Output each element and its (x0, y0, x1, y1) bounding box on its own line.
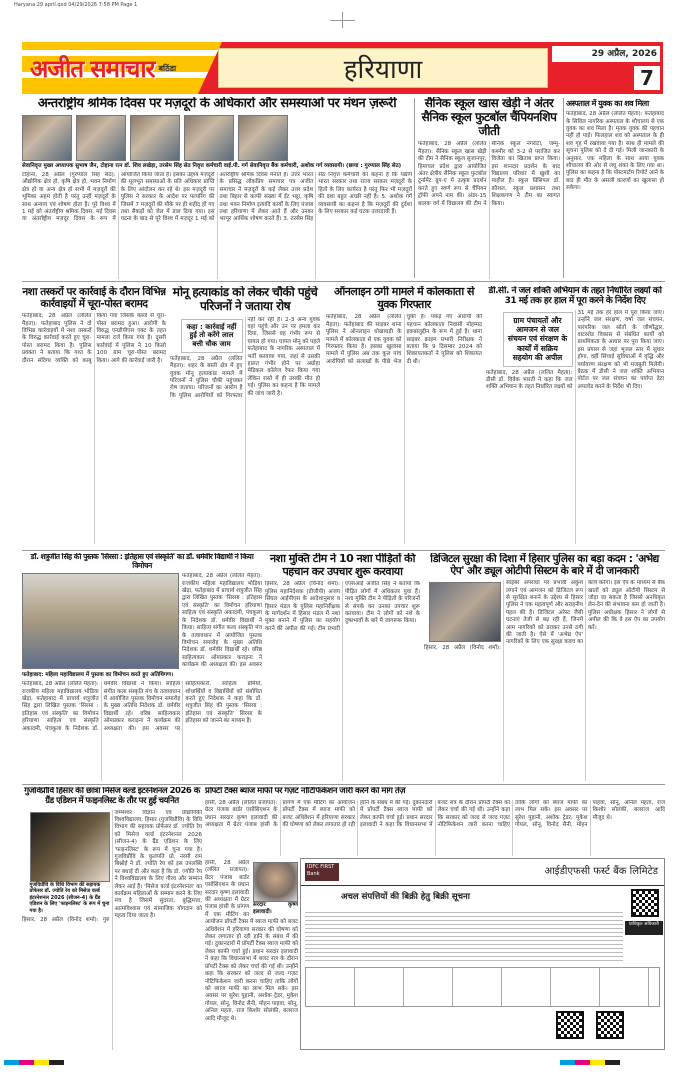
article-body: हिसार, 28 अप्रैल (विनोद शर्मा): साइबर अपराधों पर प्रभावी अंकुश लगाने एवं आमजन को डिजिटल रूप से सुरक्षित बनाने के उद्देश्य से हिसार पुलिस ने एक महत्वपूर्ण और सराहनीय पहल की है। डिजिटल अरेस्ट जैसी घटनाएं तेजी से बढ़ रही हैं, जिनमें आम नागरिकों को डराकर उनसे ठगी की जाती है। ऐसे में 'अभेद्य ऐप' नागरिकों के लिए एक सुरक्षा कवच का कार्य करेगा। इस ऐप के माध्यम से बैंक खातों को ड्यूल ओटीपी सिस्टम से जोड़ा जा सकता है जिससे अनधिकृत लेन-देन की संभावना कम हो जाती है। पुलिस अधीक्षक हिसार ने लोगों से अपील की कि वे इस ऐप का उपयोग करें। (424, 580, 665, 652)
portrait-photo (22, 115, 72, 161)
finalist-figure (30, 812, 110, 915)
story-digital-safety (424, 553, 665, 781)
print-slug: Haryana 29 april.qxd 04/29/2026 7:58 PM Page 1 (14, 2, 138, 8)
portrait-photo (253, 862, 298, 902)
article-body: फतेहाबाद, 28 अप्रैल (ललित मैहता): फतेहाबाद के सिविल नागरिक अस्पताल के शौचालय से एक युवक का शव मिला है। मृतक युवक की पहचान नहीं हो पाई। फिलहाल शव को अस्पताल के ही शव गृह में रखवाया गया है। साथ ही मामले की सूचना पुलिस को दे दी गई। मिली जानकारी के अनुसार, एक महिला के साथ आया युवक शौचालय की ओर से लघु शंका के लिए गया था। पुलिस का कहना है कि पोस्टमार्टम रिपोर्ट आने के बाद ही मौत के असली कारणों का खुलासा हो सकेगा। (566, 111, 664, 192)
headline-mrs-world: गुजविप्रौवि हिसार की छात्रा मिसेज वर्ल्ड इंटरनेशनल 2026 के ग्रैंड एडिशन में फाइनलिस्ट के तौर पर हुई चयनित (24, 787, 200, 806)
color-registration-bar (560, 1060, 620, 1065)
headline-property-tax: प्रॉपर्टी टैक्स ब्याज माफी पर गज़ट नोटिफिकेशन जारी करने की मांग तेज़ (205, 787, 406, 796)
story-sainik-school (418, 97, 560, 279)
story-mrs-world (22, 787, 202, 1050)
bank-logo-line: Bank (307, 871, 320, 877)
row-divider (22, 550, 665, 551)
article-body-wrap (424, 580, 665, 781)
story-online-fraud (326, 286, 482, 544)
portrait-photo (238, 115, 288, 161)
article-body: हांसी, 28 अप्रैल (ललित प्रजापत): ग्रेटर पंजाब बार्डर एसोसिएशन के प्रधान सरदार कृष्ण इलावादी की अध्यक्षता में ग्रेटर पंजाब हांसी के प्रांगण में एक मीटिंग का आयोजन प्रॉपर्टी टैक्स में ब्याज माफी को बजट अधिवेशन में हरियाणा सरकार की घोषणा को लेकर लगातार हो रही हानि के संबंध में की गई। दुकानदारों में प्रॉपर्टी टैक्स ब्याज माफी को लेकर काफी चर्चा हुई। प्रधान सरदार इलावादी ने कहा कि विधानसभा में बजट सत्र के दौरान प्रॉपर्टी टैक्स को लेकर चर्चा की गई थी। उन्होंने कहा कि सरकार को जल्द से जल्द गज़ट नोटिफिकेशन जारी करना चाहिए ताकि लोगों को ब्याज माफी का लाभ मिल सके। इस अवसर पर सुरेश पुहानी, अशोक ट्रेडर, मुकेश गोयल, सोनू, विनोद सैनी, मोहन पाहवा, सोनू, अनिल महता, राज किशोर सोलंकी, बलराज आदि मौजूद थे। (205, 860, 298, 1022)
police-meeting-photo (429, 582, 501, 642)
story-jal-shakti (486, 286, 664, 544)
article-body: हांसी, 28 अप्रैल (ललित प्रजापत): ग्रेटर पंजाब बार्डर एसोसिएशन के प्रधान सरदार कृष्ण इलावादी की अध्यक्षता में ग्रेटर पंजाब हांसी के प्रांगण में एक मीटिंग का आयोजन प्रॉपर्टी टैक्स में ब्याज माफी को बजट अधिवेशन में हरियाणा सरकार की घोषणा को लेकर लगातार हो रही हानि के संबंध में की गई। दुकानदारों में प्रॉपर्टी टैक्स ब्याज माफी को लेकर काफी चर्चा हुई। प्रधान सरदार इलावादी ने कहा कि विधानसभा में बजट सत्र के दौरान प्रॉपर्टी टैक्स को लेकर चर्चा की गई थी। उन्होंने कहा कि सरकार को जल्द से जल्द गज़ट नोटिफिकेशन जारी करना चाहिए ताकि लोगों को ब्याज माफी का लाभ मिल सके। इस अवसर पर सुरेश पुहानी, अशोक ट्रेडर, मुकेश गोयल, सोनू, विनोद सैनी, मोहन पाहवा, सोनू, अनिल महता, राज किशोर सोलंकी, बलराज आदि मौजूद थे। (205, 799, 665, 828)
logo-row (30, 42, 210, 94)
article-body: फतेहाबाद, 28 अप्रैल (ललित मैहता): डीसी डॉ. विवेक भारती ने कहा कि जल शक्ति अभियान के तहत निर्धारित लक्ष्यों को 31 मई तक हर हाल में पूरा किया जाए। उन्होंने जल संरक्षण, वर्षा जल संचयन, पारंपरिक जल स्रोतों के जीर्णोद्धार, वाटरशेड विकास से संबंधित कार्यों को प्राथमिकता के आधार पर पूरा किया जाए। इस प्रयास से जहां भूजल स्तर में सुधार होगा, वहीं सिंचाई सुविधाओं में वृद्धि और पर्यावरण संरक्षण को भी मजबूती मिलेगी। बैठक में डीसी ने जल शक्ति अभियान पोर्टल पर जल संचयन का पर्याप्त डेटा अपलोड करने के निर्देश भी दिए। (486, 309, 664, 391)
portrait-row (22, 115, 412, 161)
story-property-tax-continued (205, 860, 298, 1050)
bank-name: आईडीएफसी फर्स्ट बैंक लिमिटेड (544, 866, 658, 877)
photo-caption: फतेहाबाद: महिला महाविद्यालय में पुस्तक का विमोचन करते हुए अतिथिगण। (22, 672, 174, 679)
article-body: फतेहाबाद, 28 अप्रैल (ललित मैहता): राजकीय महिला महाविद्यालय भोडिया खेड़ा, फतेहाबाद में प्राचार्य शत्रुजीत सिंह द्वारा लिखित पुस्तक 'सिरसा : इतिहास एवं संस्कृति' का विमोचन हरियाणा साहित्य एवं संस्कृति अकादमी, पंचकूला के निदेशक डॉ. धर्मवीर विद्यार्थी ने किया। साहित्य संगीत कला संस्कृति मंच के तत्वावधान में आयोजित पुस्तक विमोचन समारोह के मुख्य अतिथि निदेशक डॉ. धर्मवीर विद्यार्थी रहे। वरिष्ठ साहित्यकार ओमप्रकार कराड़ना ने कार्यक्रम की अध्यक्षता की। इस अवसर पर साहित्यकारों, साहित्य प्रेमियों, शोधार्थियों व विद्यार्थियों को संबोधित करते हुए निदेशक ने कहा कि डॉ. शत्रुजीत सिंह की पुस्तक 'सिरसा : इतिहास एवं संस्कृति' सिरसा के इतिहास को जानने का माध्यम है। (22, 681, 262, 732)
article-body-wrap (170, 317, 320, 544)
column-divider (414, 98, 415, 278)
authorized-officer-badge: प्राधिकृत अधिकारी (625, 921, 663, 935)
story-nasha-mukti (265, 553, 420, 781)
page-number: 7 (634, 66, 660, 90)
headline-monu-case: मोनू हत्याकांड को लेकर चौकी पहुंचे परिजनों ने जताया रोष (172, 286, 318, 313)
bank-sale-notice-ad (300, 858, 665, 1050)
headline-labour-day: अन्तर्राष्ट्रीय श्रमिक दिवस पर मज़दूरों के अधिकारों और समस्याओं पर मंथन ज़रूरी (37, 97, 397, 111)
bank-logo-line: IDFC FIRST (307, 864, 335, 870)
story-hospital (566, 99, 664, 279)
issue-date: 29 अप्रैल, 2026 (552, 46, 660, 62)
article-body: हिसार, 28 अप्रैल (विनोद शर्मा): गुरु जम्भेश्वर विज्ञान एवं प्रौद्योगिकी विश्वविद्यालय, हिसार (गुजविप्रौवि) के विधि विभाग की सहायक प्रोफेसर डॉ. ज्योति रेय को मिसेज वर्ल्ड इंटरनेशनल 2026 (सीजन-4) के ग्रैंड एडिशन के लिए 'फाइनलिस्ट' के रूप में चुना गया है। गुजविप्रौवि के कुलपति प्रो. नरसी राम बिश्नोई ने डॉ. ज्योति रेय को इस उपलब्धि पर बधाई दी और कहा है कि डॉ. ज्योति रेय ने विश्वविद्यालय के लिए गौरव और सम्मान लेकर आई हैं। 'मिसेज वर्ल्ड इंटरनेशनल' का कार्यक्रम महिलाओं के सम्मान करने के लिए मंच है जिसमें सुंदरता, बुद्धिमत्ता, आत्मविश्वास एवं सामाजिक योगदान को महत्व दिया जाता है। (22, 809, 202, 924)
article-body-wrap (22, 810, 202, 1050)
story-property-tax (205, 787, 665, 856)
headline-hospital: अस्पताल में युवक का शव मिला (566, 99, 649, 108)
photo-caption: गुजविप्रौवि के विधि विभाग की सहायक प्रोफेसर डॉ. ज्योति रेय को मिसेज वर्ल्ड इंटरनेशनल 2026 (सीजन-4) के ग्रैंड एडिशन के लिए 'फाइनलिस्ट' के रूप में चुना गया है। (29, 881, 110, 914)
story-book-release (22, 553, 262, 781)
article-body: फतेहाबाद, 28 अप्रैल (ललित मैहता): फतेहाबाद पुलिस ने दो विभिन्न कार्रवाइयों में नशा तस्करों के विरुद्ध कार्रवाई करते हुए चूरा-पोस्त बरामद किया है। पुलिस प्रवक्ता ने बताया कि गश्त के दौरान संदिग्ध व्यक्ति को काबू किया गया जिसके कब्जे से चूरा-पोस्त बरामद हुआ। आरोपी के विरुद्ध एनडीपीएस एक्ट के तहत मामला दर्ज किया गया है। दूसरी कार्रवाई में पुलिस ने 10 किलो 100 ग्राम चूरा-पोस्त बरामद किया। आगे की कार्रवाई जारी है। (22, 313, 166, 364)
qr-code (631, 889, 659, 917)
pull-quote-box: ग्राम पंचायतों और आमजन से जल संचयन एवं संरक्षण के कार्यों में सक्रिय सहयोग की अपील (503, 312, 573, 367)
row-divider (22, 784, 665, 785)
article-body: टोहाना, 28 अप्रैल (गुरप्याल सिंह सेठ): औद्योगिक क्षेत्र हो, कृषि क्षेत्र हो, भवन निर्माण क्षेत्र हो या अन्य क्षेत्र हो सभी में मज़दूरों की भूमिका अहम होती है परंतु उन्हीं मज़दूरों के साथ अन्याय एवं शोषण होता है। पूरे विश्व में 1 मई को अंतर्राष्ट्रीय श्रमिक दिवस, मई दिवस या अंतर्राष्ट्रीय मज़दूर दिवस के रूप में आयोजित किया जाता है। इसका उद्देश्य मज़दूरों की मूलभूत समस्याओं के प्रति अधिकार प्राप्ति के लिए आंदोलन कर रहे थे। इस मज़दूरी पर पुलिस ने सरकार के आदेश पर फायरिंग की जिसमें 7 मज़दूरों की मौके पर ही शहीद हो गए तथा सैकड़ों को जेल में डाल दिया गया। इस घटना के बाद से पूरे विश्व में मज़दूर 1 मई को अंतर्राष्ट्रीय श्रमिक दिवस मनाते हैं। उत्तर भारत के प्रसिद्ध लोकप्रिय समाचार पत्र अजीत समाचार ने मज़दूरों के कई लेकर उत्तर प्रदेश तथा बिहार से काफी संख्या में ईंट भट्ठा, कृषि तथा भवन निर्माण इत्यादि कार्यों के लिए पंजाब तथा हरियाणा में लेकर आते हैं और उनका भरपूर आर्थिक शोषण करते हैं। 3. तरसेम सिंह सेठ निवृत्त कर्मचारी का कहना है कि यद्यपि भारत सरकार तथा राज्य सरकार मज़दूरों के हितों के लिए कार्यरत है परंतु फिर भी मज़दूरों की दशा बहुत अच्छी नहीं है। 5. अशोक गर्ग व्यवसायी का कहना है कि मज़दूरों की दुर्दशा के लिए सरकार कई घटक उत्तरदायी हैं। (22, 171, 412, 223)
article-body: फतेहाबाद, 28 अप्रैल (ललित मैहता): फतेहाबाद की साइबर थाना पुलिस ने ऑनलाइन धोखाधड़ी के मामले में कोलकाता से एक युवक को गिरफ्तार किया है। इसका खुलासा मामले में पुलिस अब तक कुल पांच आरोपियों को सलाखों के पीछे भेज चुकी है। पकड़े गए आरोपी की पहचान कोलकाता निवासी मोहम्मद इकबालुद्दीन के रूप में हुई है। थाना साइबर क्राइम प्रभारी निरीक्षक ने बताया कि 9 दिसम्बर 2024 को शिकायतकर्ता ने पुलिस को शिकायत दी थी। (326, 314, 482, 365)
article-body-wrap (486, 310, 664, 544)
book-photo-row (22, 573, 262, 669)
newspaper-logo: अजीत समाचार (30, 54, 155, 83)
pull-quote-box: कहा : कार्रवाई नहीं हुई तो करेंगे लाल बत्ती चौक जाम (181, 319, 243, 353)
masthead (22, 42, 663, 94)
qr-code (596, 1011, 624, 1039)
headline-jal-shakti: डी.सी. ने जल शक्ति अभियान के तहत निर्धारित लक्ष्यों को 31 मई तक हर हाल में पूरा करने के निर्देश दिए (488, 286, 662, 307)
bank-logo (305, 863, 339, 881)
headline-digital-safety: डिजिटल सुरक्षा की दिशा में हिसार पुलिस का बड़ा कदम : 'अभेद्य ऐप' और ड्यूल ओटीपी सिस्टम के बारे में दी जानकारी (430, 553, 659, 578)
book-release-photo (22, 573, 179, 669)
article-body: फतेहाबाद, 28 अप्रैल (ललित मैहता): सैनिक स्कूल खास खेड़ी की टीम ने सैनिक स्कूल सुजानपुर, हिमाचल प्रदेश द्वारा आयोजित अंतर क्षेत्रीय सैनिक स्कूल फुटबॉल टूर्नामेंट ग्रुप-ए में उत्कृष्ट प्रदर्शन करते हुए स्वर्ण रूप से चैंपियन ट्रॉफी अपने नाम की। अंडर-15 बालक वर्ग में विद्यालय की टीम ने सैनिक स्कूल नगरोटा, जम्मू-कश्मीर को 3-2 से पराजित कर विजेता का खिताब प्राप्त किया। इस शानदार प्रदर्शन के बाद विद्यालय परिवार में खुशी का माहौल है। स्कूल प्रिंसिपल डॉ. कौशल, स्कूल प्रशासन तथा शिक्षकगण ने टीम का स्वागत किया। (418, 141, 560, 207)
story-monu-case (170, 286, 320, 544)
portrait-photo (184, 115, 234, 161)
article-body-wrap (205, 860, 298, 1050)
headline-book-release: डॉ. शत्रुजीत सिंह की पुस्तक 'सिरसा : इतिहास एवं संस्कृति' का डॉ. धर्मवीर विद्यार्थी ने किया विमोचन (30, 553, 254, 570)
ad-property-table (305, 967, 660, 1007)
ad-fine-print (305, 909, 623, 964)
photo-caption: सरदार कृष्ण इलावादी। (253, 902, 298, 915)
story-labour-day (22, 97, 412, 279)
color-registration-bar (4, 1060, 64, 1065)
headline-drug-seizure: नशा तस्करों पर कार्रवाई के दौरान विभिन्न कार्रवाइयों में चूरा-पोस्त बरामद (22, 286, 166, 311)
ad-title: अचल संपत्तियों की बिक्री हेतु बिक्री सूचना (341, 892, 470, 902)
article-body: हिसार, 28 अप्रैल (विनोद शर्मा): पुलिस महानिदेशक (डीजीपी) अजय सिंघल आईपीएस के आदेशानुसार व हिसार मंडल के पुलिस महानिरीक्षक के मार्गदर्शन में हिसार मंडल में नशा मुक्त बनाने में पुलिस का सहयोग करने की अपील की गई। टीम प्रभारी एएसआई अजीत सिंह ने बताया कि पीड़ित लोगों में अधिकतर युवा हैं। नशा मुक्ति टीम ने पीड़ितों के परिजनों से संपर्क कर उनका उपचार शुरू करवाया। टीम ने लोगों को नशे के दुष्प्रभावों के बारे में जागरूक किया। (265, 581, 420, 632)
headline-sainik-school: सैनिक स्कूल खास खेड़ी ने अंतर सैनिक स्कूल फुटबॉल चैंपियनशिप जीती (421, 97, 557, 138)
edition-city: बठिंडा (158, 63, 177, 73)
column-divider (563, 98, 564, 278)
article-body: फतेहाबाद, 28 अप्रैल (ललित मैहता): शहर के बस्ती क्षेत्र में हुए युवक मोनू हत्याकांड मामले में परिजनों ने पुलिस चौकी पहुंचकर रोष जताया। परिजनों का आरोप है कि पुलिस आरोपियों को गिरफ्तार नहीं कर रही है। 2-3 अन्य युवक वहां पहुंचे और उन पर हमला कर दिया, जिससे वह गंभीर रूप से घायल हो गया। घायल मोनू को पहले फतेहाबाद के नागरिक अस्पताल में भर्ती करवाया गया, जहां से उसकी हालत गंभीर होने पर अग्रोहा मेडिकल कॉलेज रेफर किया गया लेकिन रास्ते में ही उसकी मौत हो गई। पुलिस का कहना है कि मामले की जांच जारी है। (170, 316, 320, 399)
photo-caption: सेवानिवृत्त मुख्य अध्यापक सुभाष जैन, टोहाना रत्न डॉ. शिव लखेड़ा, तरसेम सिंह सेठ निवृत्त कर्मचारी वाई.पी. गर्ग सेवानिवृत्त बैंक कर्मचारी, अशोक गर्ग व्यवसायी। (छाया : गुरप्याल सिंह सेठ) (22, 162, 402, 169)
headline-nasha-mukti: नशा मुक्ति टीम ने 10 नशा पीड़ितों की पहचान कर उपचार शुरू करवाया (270, 553, 415, 578)
row-divider (22, 281, 665, 282)
qr-code (556, 1011, 584, 1039)
finalist-photo (30, 812, 110, 882)
portrait-figure (253, 862, 298, 916)
ad-divider (301, 885, 664, 886)
registration-mark (330, 20, 355, 21)
portrait-photo (130, 115, 180, 161)
article-body: फतेहाबाद, 28 अप्रैल (ललित मैहता): राजकीय महिला महाविद्यालय भोडिया खेड़ा, फतेहाबाद में प्राचार्य शत्रुजीत सिंह द्वारा लिखित पुस्तक 'सिरसा : इतिहास एवं संस्कृति' का विमोचन हरियाणा साहित्य एवं संस्कृति अकादमी, पंचकूला के निदेशक डॉ. धर्मवीर विद्यार्थी ने किया। साहित्य संगीत कला संस्कृति मंच के तत्वावधान में आयोजित पुस्तक विमोचन समारोह के मुख्य अतिथि निदेशक डॉ. धर्मवीर विद्यार्थी रहे। वरिष्ठ साहित्यकार ओमप्रकार कराड़ना ने कार्यक्रम की अध्यक्षता की। इस अवसर (182, 573, 262, 669)
section-title: हरियाणा (218, 48, 548, 88)
headline-online-fraud: ऑनलाइन ठगी मामले में कोलकाता से युवक गिरफ्तार (334, 286, 474, 311)
portrait-photo (76, 115, 126, 161)
story-drug-seizure (22, 286, 166, 544)
